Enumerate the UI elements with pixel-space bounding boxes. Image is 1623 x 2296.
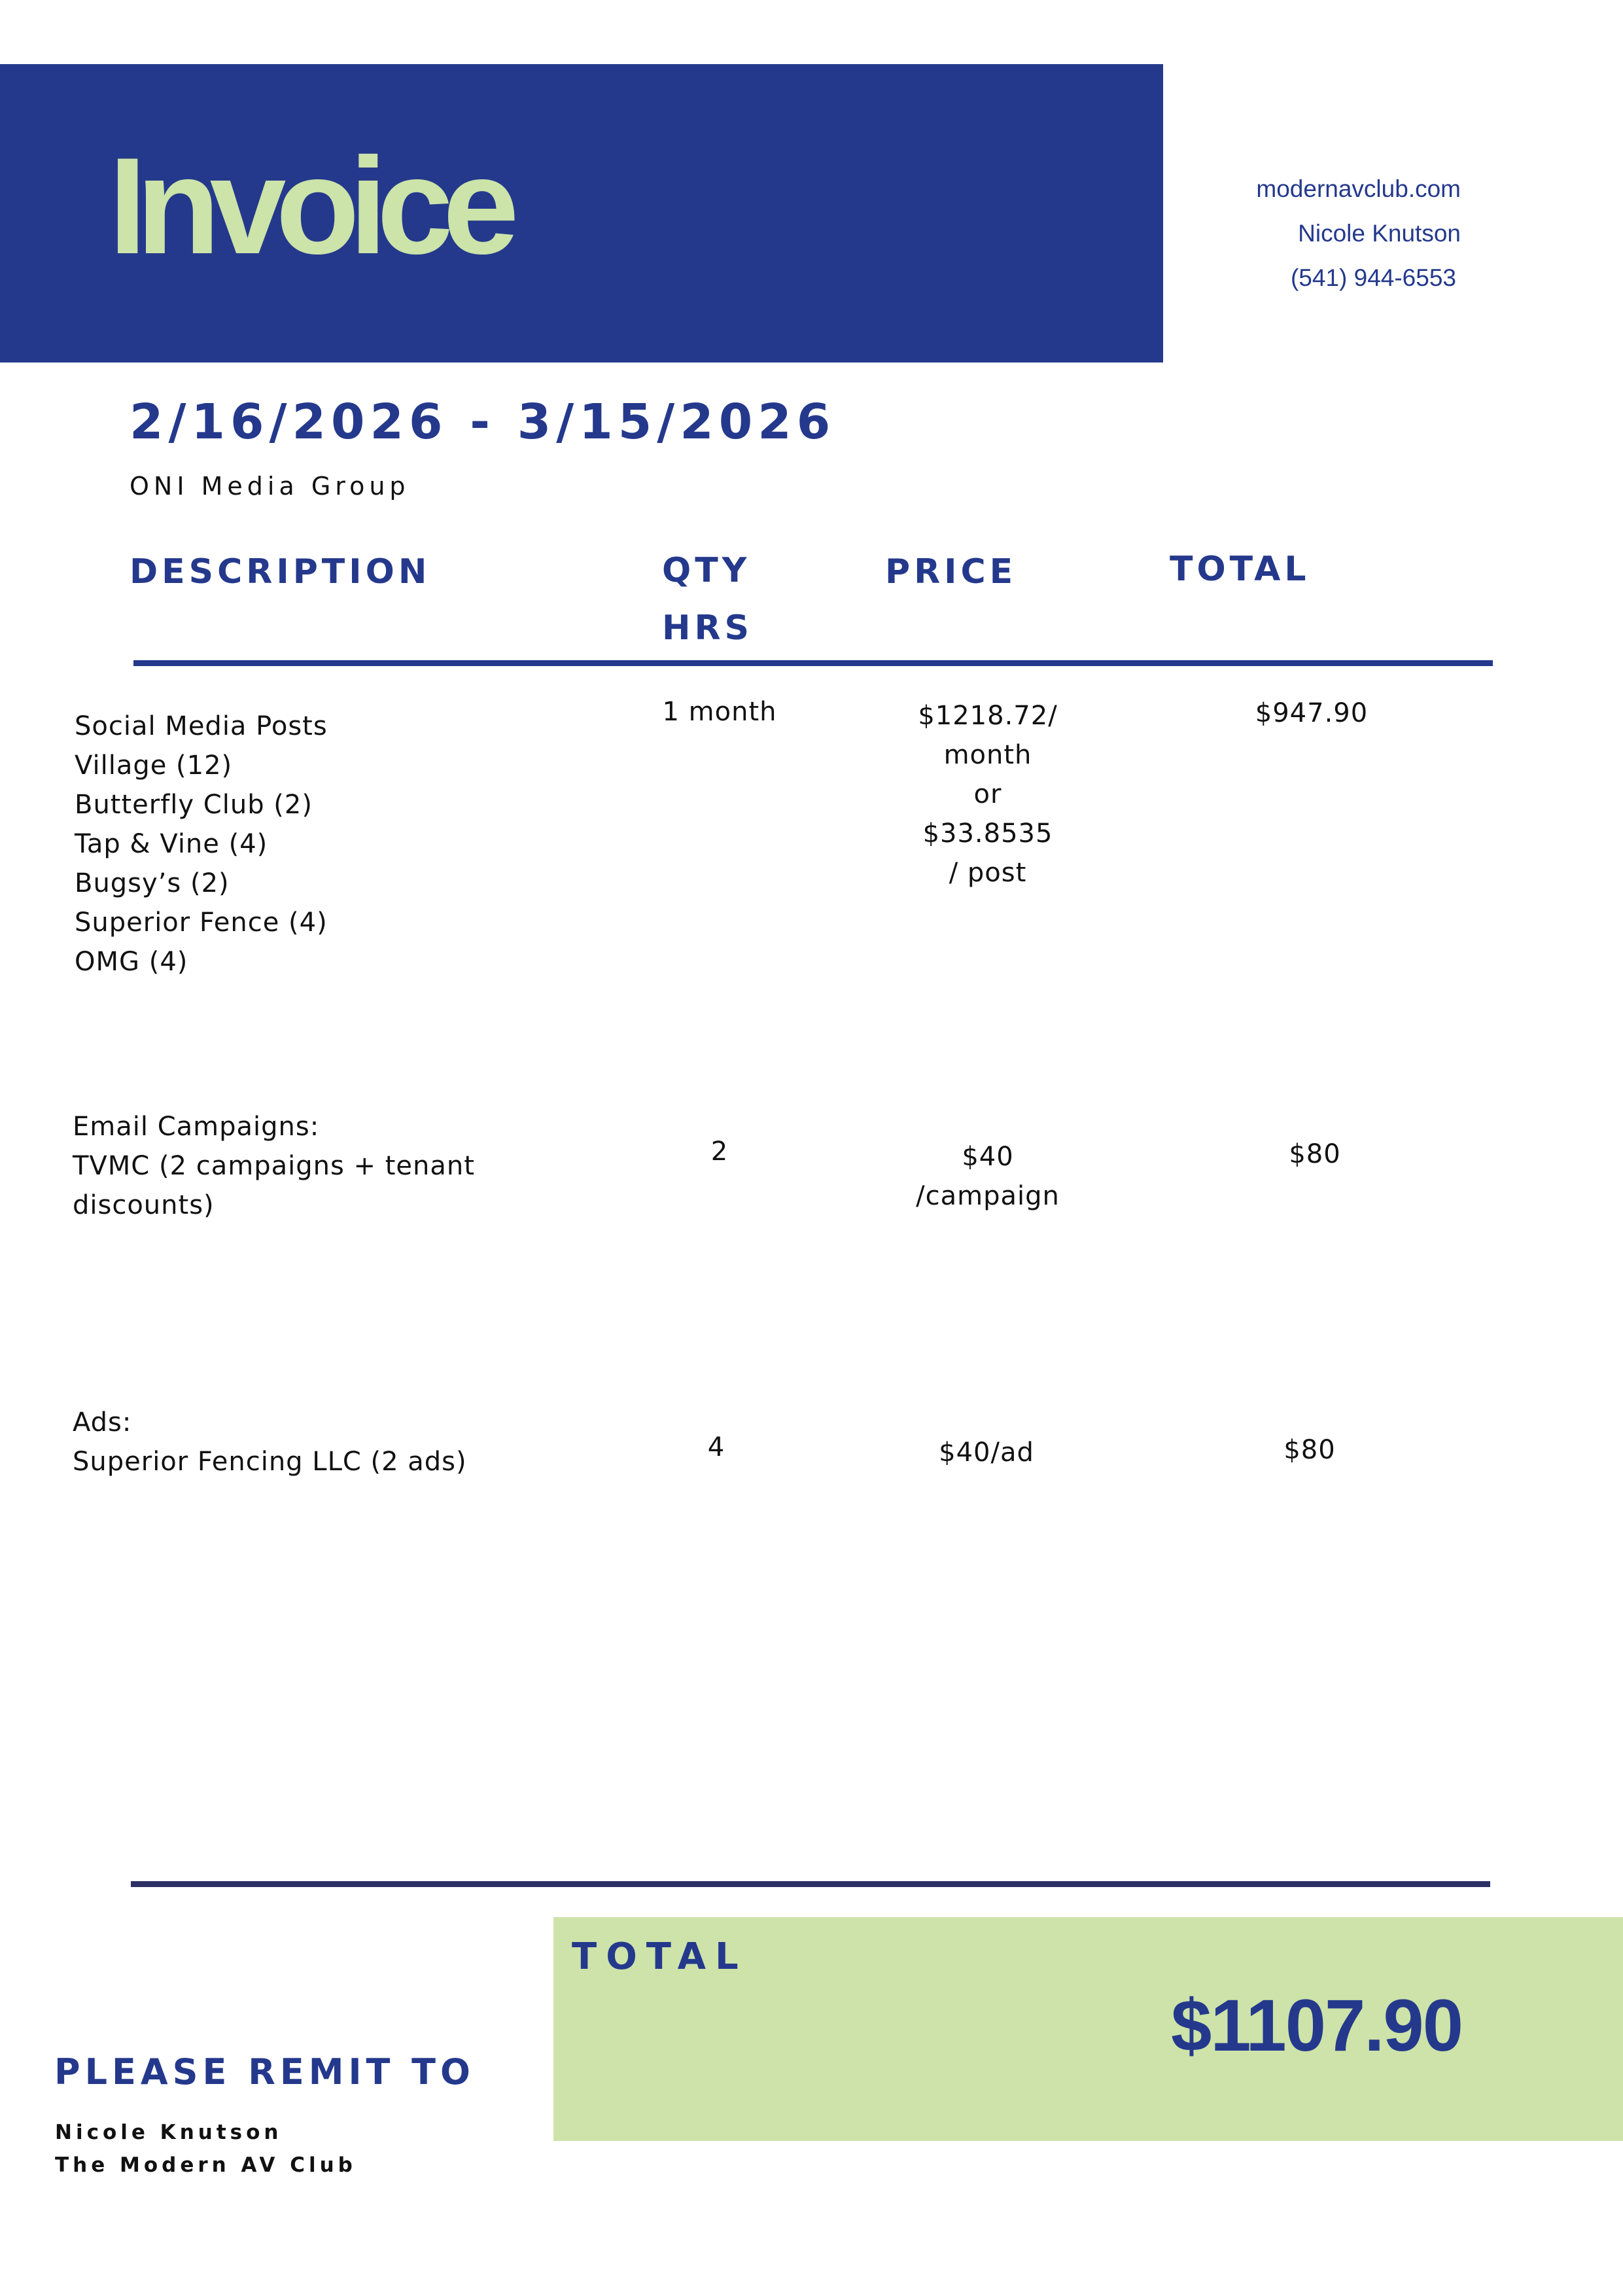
row-2-description: [73, 1107, 609, 1225]
row-1-description: [75, 707, 598, 981]
price-line: $1218.72/: [918, 701, 1058, 731]
row-1-price: [870, 696, 1106, 892]
price-line: $40: [962, 1142, 1014, 1172]
description-line: Social Media Posts: [75, 711, 328, 741]
remit-name: Nicole Knutson: [55, 2121, 283, 2144]
description-line: OMG (4): [75, 947, 188, 977]
remit-company: The Modern AV Club: [55, 2153, 357, 2177]
row-1-qty: 1 month: [662, 697, 777, 727]
price-line: $33.8535: [922, 819, 1053, 849]
description-line: TVMC (2 campaigns + tenant: [73, 1151, 475, 1181]
contact-phone: (541) 944-6553: [1290, 264, 1456, 291]
client-name: ONI Media Group: [130, 472, 410, 501]
total-amount: $1107.90: [1171, 1985, 1462, 2066]
billing-date-range: 2/16/2026 - 3/15/2026: [130, 394, 836, 450]
row-3-qty: 4: [707, 1432, 725, 1462]
description-line: Ads:: [73, 1407, 132, 1438]
row-3-description: [73, 1403, 609, 1481]
price-line: or: [973, 779, 1002, 809]
column-header-description: DESCRIPTION: [130, 552, 431, 592]
total-label: TOTAL: [572, 1935, 748, 1978]
description-line: discounts): [73, 1190, 215, 1220]
price-line: /campaign: [916, 1181, 1060, 1211]
description-line: Butterfly Club (2): [75, 790, 313, 820]
row-2-price: [870, 1137, 1106, 1216]
invoice-title: Invoice: [109, 129, 509, 283]
row-1-total: $947.90: [1255, 698, 1369, 728]
price-line: / post: [949, 858, 1027, 888]
column-header-qty: QTY: [662, 551, 751, 590]
row-2-total: $80: [1289, 1139, 1341, 1169]
column-header-total: TOTAL: [1170, 550, 1310, 589]
table-header-divider: [133, 660, 1493, 666]
remit-title: PLEASE REMIT TO: [54, 2051, 475, 2093]
table-footer-divider: [131, 1881, 1490, 1887]
description-line: Village (12): [75, 751, 233, 781]
contact-website[interactable]: modernavclub.com: [1256, 175, 1461, 202]
row-3-price: [869, 1433, 1104, 1472]
description-line: Bugsy’s (2): [75, 868, 230, 898]
description-line: Email Campaigns:: [73, 1112, 320, 1142]
price-line: month: [943, 740, 1032, 770]
row-3-total: $80: [1283, 1435, 1336, 1465]
row-2-qty: 2: [710, 1137, 729, 1167]
description-line: Tap & Vine (4): [75, 829, 268, 859]
description-line: Superior Fence (4): [75, 908, 328, 938]
column-header-price: PRICE: [885, 552, 1017, 592]
contact-name: Nicole Knutson: [1298, 220, 1461, 247]
column-header-hrs: HRS: [662, 609, 754, 648]
price-line: $40/ad: [939, 1438, 1034, 1468]
description-line: Superior Fencing LLC (2 ads): [73, 1447, 467, 1477]
